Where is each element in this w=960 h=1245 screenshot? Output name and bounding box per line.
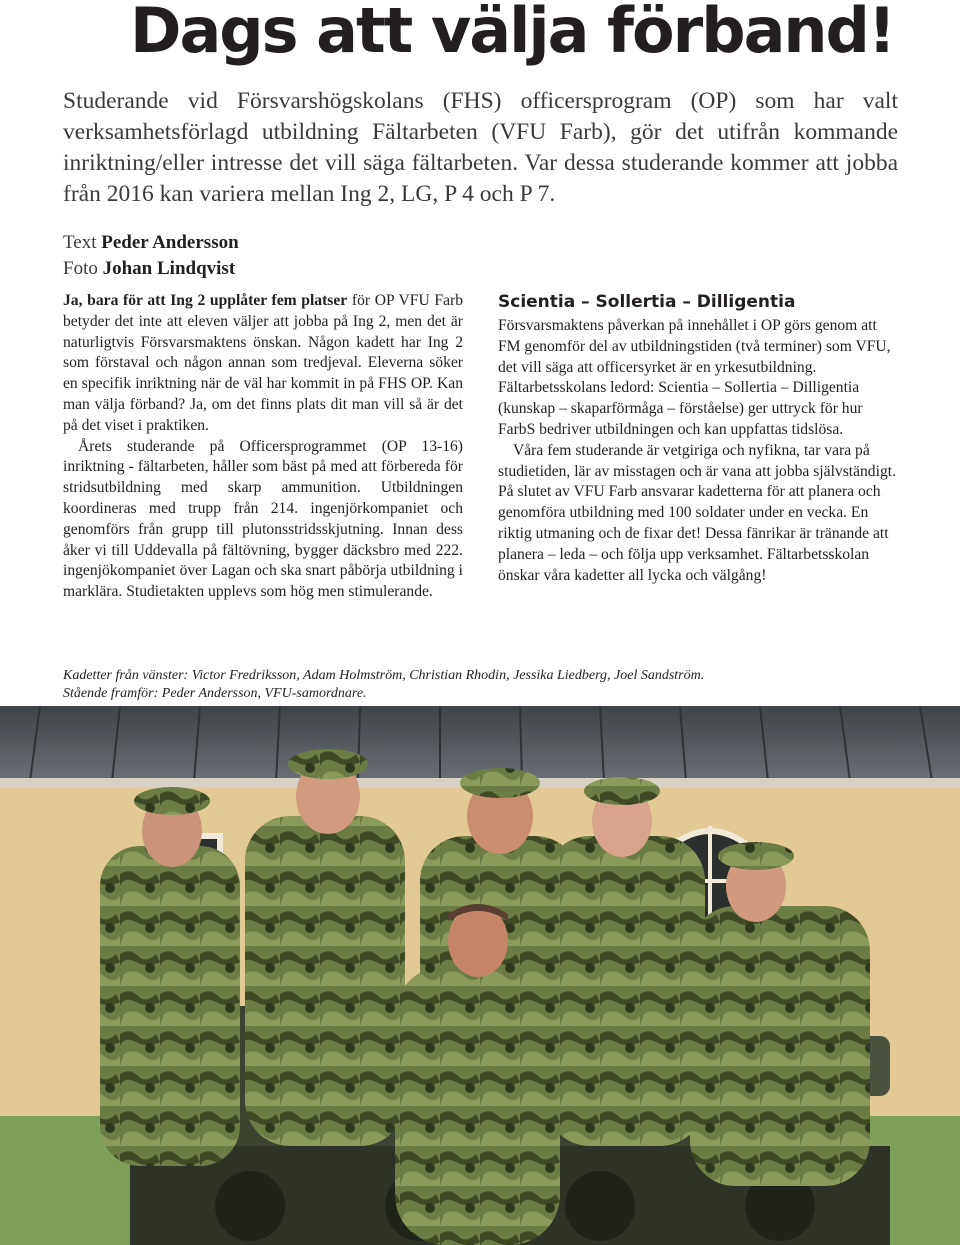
caption-line-2: Stående framför: Peder Andersson, VFU-samordnare. [63,686,367,701]
author-name: Peder Andersson [101,232,239,253]
photographer-name: Johan Lindqvist [102,258,236,279]
intro-text: för OP VFU Farb betyder det inte att eleven väljer att jobba på Ing 2, men det är naturligtvis Försvarsmaktens önskan. Någon kadett har Ing 2 som förstaval och någon annan som tredjeval. Eleverna söker en specifik inriktning när de väl har kommit in på FHS OP. Kan man välja förband? Ja, om det finns plats dit man vill så är det på det viset i praktiken. [63,292,463,434]
intro-bold: Ja, bara för att Ing 2 upplåter fem platser [63,292,348,309]
left-paragraph-1 [63,291,463,437]
caption-line-1: Kadetter från vänster: Victor Fredriksson, Adam Holmström, Christian Rhodin, Jessika Liedberg, Joel Sandström. [63,668,705,683]
left-column [63,291,463,603]
byline [63,230,239,282]
text-credit-label: Text [63,232,97,253]
group-photo-illustration [0,706,960,1245]
text-credit [63,230,239,256]
roof [0,706,960,781]
left-paragraph-2: Årets studerande på Officersprogrammet (OP 13-16) inriktning - fältarbeten, håller som bäst på med att förbereda för stridsutbildning med skarp ammunition. Utbildningen koordineras med trupp från 214. ingenjörkompaniet och genomförs från grupp till plutonsstridsskjutning. Innan dess åker vi till Uddevalla på fältövning, bygger däcksbro med 222. ingenjökompaniet över Lagan och ska snart påbörja utbildning i marklära. Studietakten upplevs som hög men stimulerande. [63,437,463,601]
page-title: Dags att välja förband! [130,0,895,67]
photo-credit-label: Foto [63,258,98,279]
right-paragraph-2: Våra fem studerande är vetgiriga och nyfikna, tar vara på studietiden, lär av misstagen och är vana att jobba självständigt. På slutet av VFU Farb ansvarar kadetterna för att planera och genomföra utbildning med 100 soldater under en vecka. En riktig utmaning och de fixar det! Dessa fänrikar är tränande att planera – leda – och följa upp verksamhet. Fältarbetsskolan önskar våra kadetter all lycka och välgång! [498,441,896,584]
photo-credit [63,256,239,282]
right-paragraph-1: Försvarsmaktens påverkan på innehållet i OP görs genom att FM genomför del av utbildningstiden (två terminer) som VFU, det vill säga att officersyrket är en yrkesutbildning. Fältarbetsskolans ledord: Scientia – Sollertia – Dilligentia (kunskap – skaparförmåga – förståelse) ger uttryck för hur FarbS bedriver utbildningen och kan uppfattas tidslösa. [498,317,891,438]
group-photo [0,706,960,1245]
right-column-heading: Scientia – Sollertia – Dilligentia [498,292,796,312]
photo-caption [63,667,903,703]
right-column [498,290,898,586]
lead-paragraph: Studerande vid Försvarshögskolans (FHS) officersprogram (OP) som har valt verksamhetsförlagd utbildning Fältarbeten (VFU Farb), gör det utifrån kommande inriktning/eller intresse det vill säga fältarbeten. Var dessa studerande kommer att jobba från 2016 kan variera mellan Ing 2, LG, P 4 och P 7. [63,88,898,207]
